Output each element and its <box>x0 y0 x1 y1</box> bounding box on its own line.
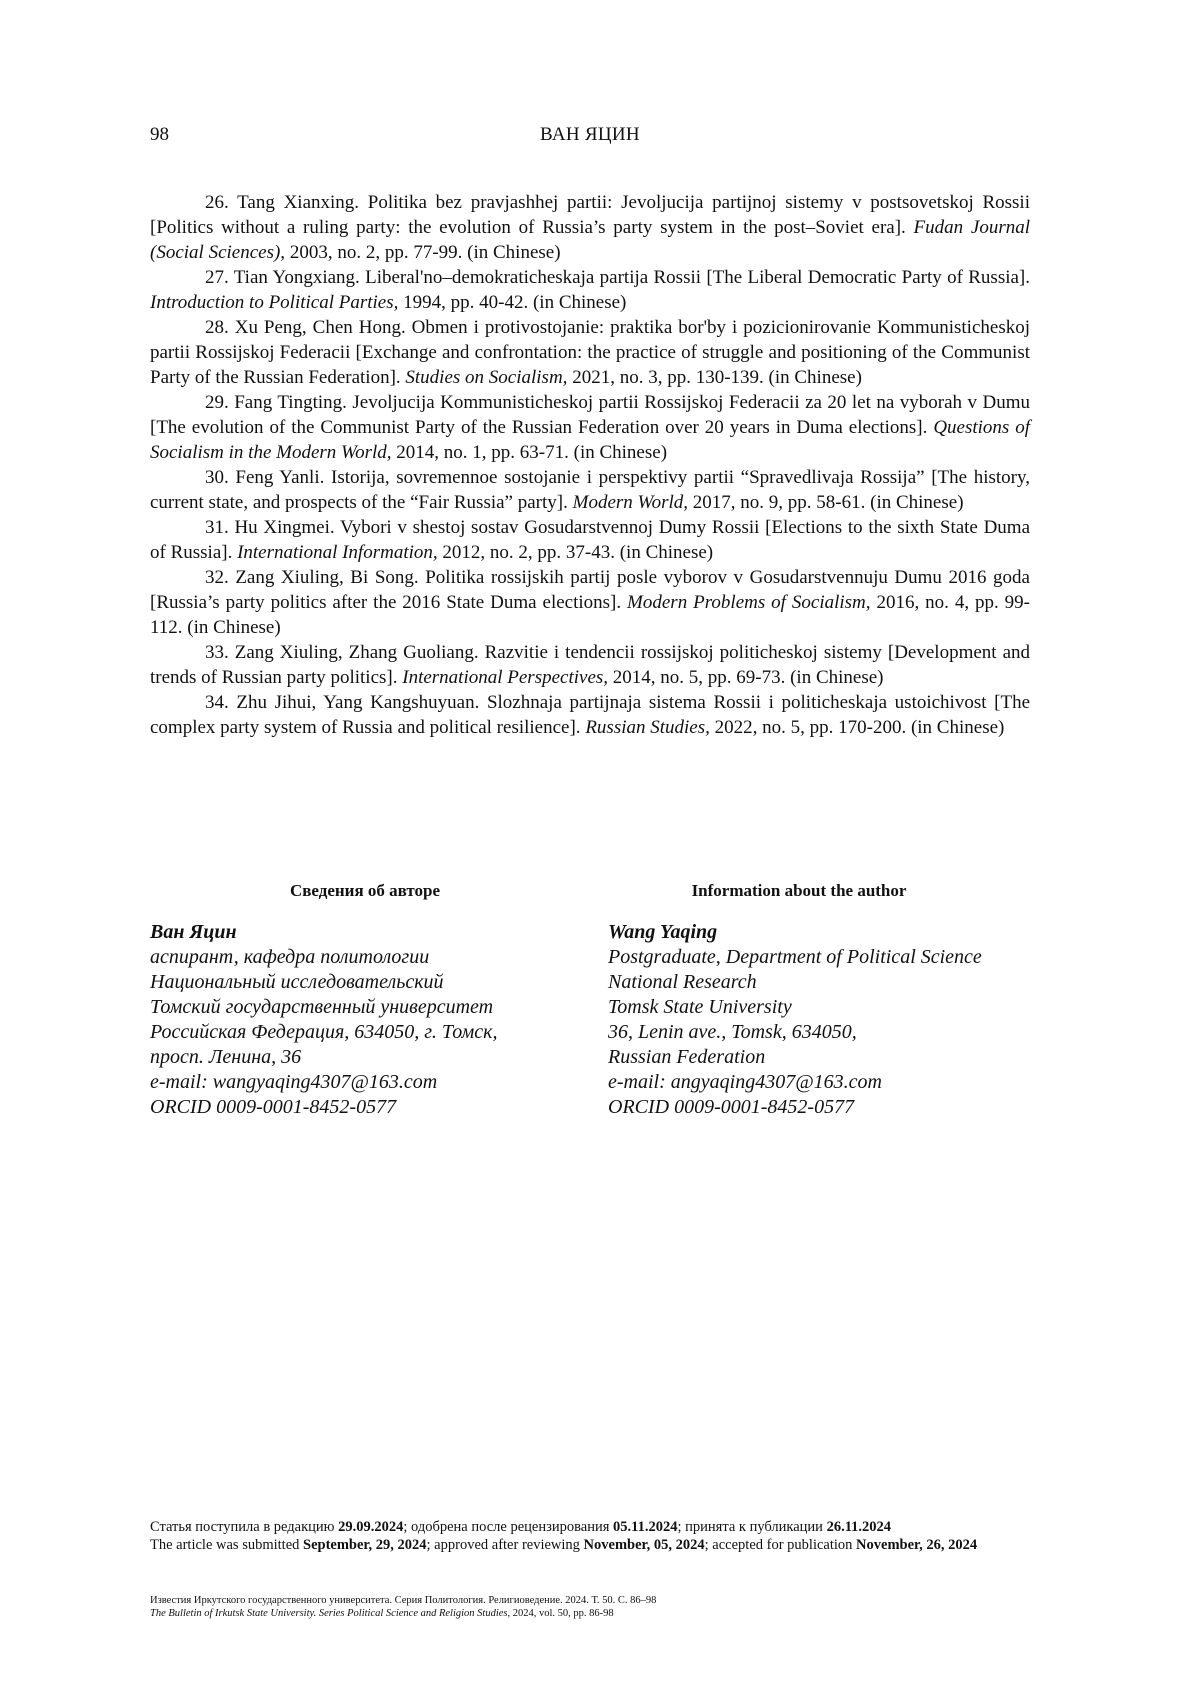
reference-journal: International Perspectives, <box>402 667 609 688</box>
reference-journal: Modern Problems of Socialism, <box>627 592 871 613</box>
reference-journal: Russian Studies, <box>585 717 710 738</box>
author-line: 36, Lenin ave., Tomsk, 634050, <box>608 1021 857 1043</box>
dates-ru: Статья поступила в редакцию 29.09.2024; одобрена после рецензирования 05.11.2024; принята к публикации 26.11.2024 <box>150 1519 892 1535</box>
author-line: просп. Ленина, 36 <box>150 1046 302 1068</box>
reference-item: 28. Xu Peng, Chen Hong. Obmen i protivostojanie: praktika bor'by i pozicionirovanie Kommunisticheskoj partii Rossijskoj Federacii [Exchange and confrontation: the practice of struggle and positioning of the Communist Party of the Russian Federation]. Studies on Socialism, 2021, no. 3, pp. 130-139. (in Chinese) <box>150 317 1030 388</box>
author-line: Национальный исследовательский <box>150 971 444 993</box>
author-line: Russian Federation <box>608 1046 766 1068</box>
reference-journal: International Information, <box>237 542 438 563</box>
author-line: Tomsk State University <box>608 996 792 1018</box>
reference-journal: Introduction to Political Parties, <box>150 292 399 313</box>
reference-journal: Questions of Socialism in the Modern World, <box>150 417 1031 463</box>
reference-journal: Fudan Journal (Social Sciences), <box>150 217 1030 263</box>
author-info-en <box>608 880 1028 1120</box>
author-email-en: e-mail: angyaqing4307@163.com <box>608 1071 882 1093</box>
author-email-ru: e-mail: wangyaqing4307@163.com <box>150 1071 438 1093</box>
reference-journal: Studies on Socialism, <box>405 367 568 388</box>
article-dates <box>150 1518 1030 1554</box>
running-head <box>150 124 1030 154</box>
author-heading-ru: Сведения об авторе <box>289 881 441 900</box>
journal-footer-en: The Bulletin of Irkutsk State University. Series Political Science and Religion Studies, 2024, vol. 50, pp. 86-98 <box>150 1608 614 1619</box>
page-number: 98 <box>150 124 169 145</box>
author-info <box>150 880 1030 1120</box>
reference-journal: Modern World, <box>572 492 689 513</box>
author-name-en: Wang Yaqing <box>608 921 718 943</box>
header-title: ВАН ЯЦИН <box>540 124 640 145</box>
author-name-ru: Ван Яцин <box>150 921 237 943</box>
reference-item: 26. Tang Xianxing. Politika bez pravjashhej partii: Jevoljucija partijnoj sistemy v postsovetskoj Rossii [Politics without a ruling party: the evolution of Russia’s party system in the post–Soviet era]. Fudan Journal (Social Sciences), 2003, no. 2, pp. 77-99. (in Chinese) <box>150 192 1030 263</box>
author-heading-en: Information about the author <box>691 881 907 900</box>
reference-item: 32. Zang Xiuling, Bi Song. Politika rossijskih partij posle vyborov v Gosudarstvennuju Dumu 2016 goda [Russia’s party politics after the 2016 State Duma elections]. Modern Problems of Socialism, 2016, no. 4, pp. 99-112. (in Chinese) <box>150 567 1030 638</box>
author-line: аспирант, кафедра политологии <box>150 946 430 968</box>
author-orcid-ru: ORCID 0009-0001-8452-0577 <box>150 1096 397 1118</box>
journal-footer <box>150 1594 1030 1620</box>
reference-item: 29. Fang Tingting. Jevoljucija Kommunisticheskoj partii Rossijskoj Federacii za 20 let na vyborah v Dumu [The evolution of the Communist Party of the Russian Federation over 20 years in Duma elections]. Questions of Socialism in the Modern World, 2014, no. 1, pp. 63-71. (in Chinese) <box>150 392 1031 463</box>
author-line: Российская Федерация, 634050, г. Томск, <box>150 1021 498 1043</box>
author-info-ru <box>150 880 570 1120</box>
reference-item: 30. Feng Yanli. Istorija, sovremennoe sostojanie i perspektivy partii “Spravedlivaja Rossija” [The history, current state, and prospects of the “Fair Russia” party]. Modern World, 2017, no. 9, pp. 58-61. (in Chinese) <box>150 467 1030 513</box>
reference-list <box>150 190 1030 740</box>
reference-item: 34. Zhu Jihui, Yang Kangshuyuan. Slozhnaja partijnaja sistema Rossii i politicheskaja ustoichivost [The complex party system of Russia and political resilience]. Russian Studies, 2022, no. 5, pp. 170-200. (in Chinese) <box>150 692 1030 738</box>
reference-item: 31. Hu Xingmei. Vybori v shestoj sostav Gosudarstvennoj Dumy Rossii [Elections to the sixth State Duma of Russia]. International Information, 2012, no. 2, pp. 37-43. (in Chinese) <box>150 517 1030 563</box>
reference-item: 27. Tian Yongxiang. Liberal'no–demokraticheskaja partija Rossii [The Liberal Democratic Party of Russia]. Introduction to Political Parties, 1994, pp. 40-42. (in Chinese) <box>150 267 1030 313</box>
author-orcid-en: ORCID 0009-0001-8452-0577 <box>608 1096 855 1118</box>
author-line: Томский государственный университет <box>150 996 494 1018</box>
dates-en: The article was submitted September, 29, 2024; approved after reviewing November, 05, 2024; accepted for publication November, 26, 2024 <box>150 1537 978 1553</box>
author-line: National Research <box>608 971 757 993</box>
reference-item: 33. Zang Xiuling, Zhang Guoliang. Razvitie i tendencii rossijskoj politicheskoj sistemy [Development and trends of Russian party politics]. International Perspectives, 2014, no. 5, pp. 69-73. (in Chinese) <box>150 642 1030 688</box>
journal-footer-ru: Известия Иркутского государственного университета. Серия Политология. Религиоведение. 2024. Т. 50. С. 86–98 <box>150 1595 657 1606</box>
author-line: Postgraduate, Department of Political Science <box>608 946 982 968</box>
